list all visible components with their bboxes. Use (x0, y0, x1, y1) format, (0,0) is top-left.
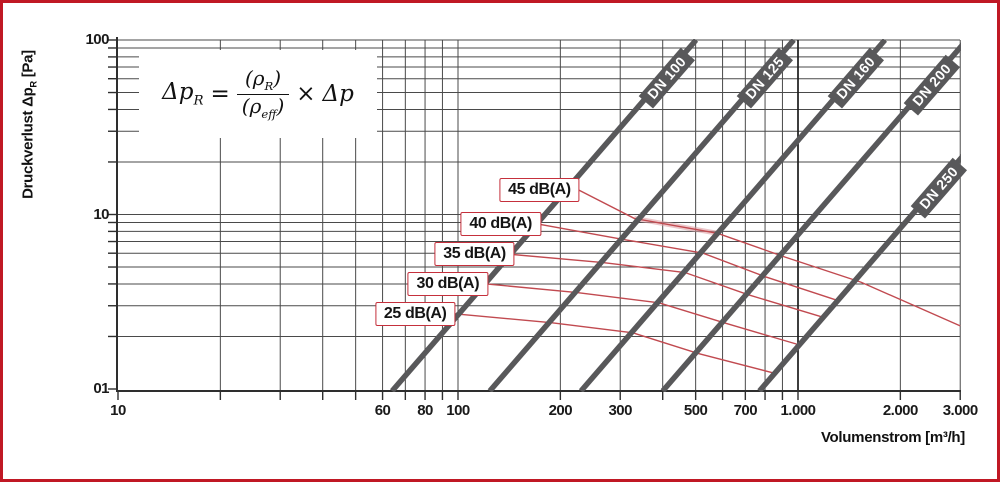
x-tick-label: 80 (417, 402, 433, 419)
dn-diameter-label: DN 160 (828, 47, 885, 108)
formula-fraction (237, 67, 289, 121)
formula-denominator: $(\rho_{eff})$ (237, 94, 289, 121)
x-tick-label: 1.000 (780, 402, 816, 419)
x-axis-title: Volumenstrom [m³/h] (820, 429, 965, 446)
x-tick-label: 700 (733, 402, 758, 419)
y-tick-label: 01 (93, 380, 109, 397)
db-level-label: 35 dB(A) (434, 242, 515, 266)
x-tick-label: 2.000 (882, 402, 918, 419)
db-level-label: 45 dB(A) (499, 178, 580, 202)
formula-numerator: $(\rho_R)$ (244, 66, 282, 94)
formula-rhs: Δp (322, 81, 354, 107)
formula-box (139, 50, 377, 138)
x-tick-label: 100 (446, 402, 470, 419)
x-tick-label: 300 (608, 402, 632, 419)
y-tick-label: 100 (85, 31, 109, 48)
x-tick-label: 60 (374, 402, 391, 419)
dn-diameter-label: DN 100 (639, 47, 696, 108)
x-tick-label: 3.000 (942, 402, 978, 419)
dn-diameter-label: DN 250 (911, 157, 968, 218)
db-level-label: 25 dB(A) (375, 302, 456, 326)
formula-equals: = (210, 81, 230, 107)
y-tick-label: 10 (93, 205, 109, 223)
x-tick-label: 500 (683, 402, 708, 419)
dn-diameter-label: DN 125 (737, 47, 794, 108)
y-axis-title: Druckverlust $\Delta p_R$ [Pa] (19, 50, 39, 199)
x-tick-label: 200 (548, 402, 573, 419)
dn-diameter-label: DN 200 (904, 54, 961, 115)
x-tick-label: 10 (110, 402, 126, 419)
db-level-label: 30 dB(A) (408, 272, 489, 296)
db-level-label: 40 dB(A) (460, 212, 541, 236)
formula-lhs: $\Delta p_R$ (162, 79, 204, 109)
formula-times: × (296, 81, 316, 107)
